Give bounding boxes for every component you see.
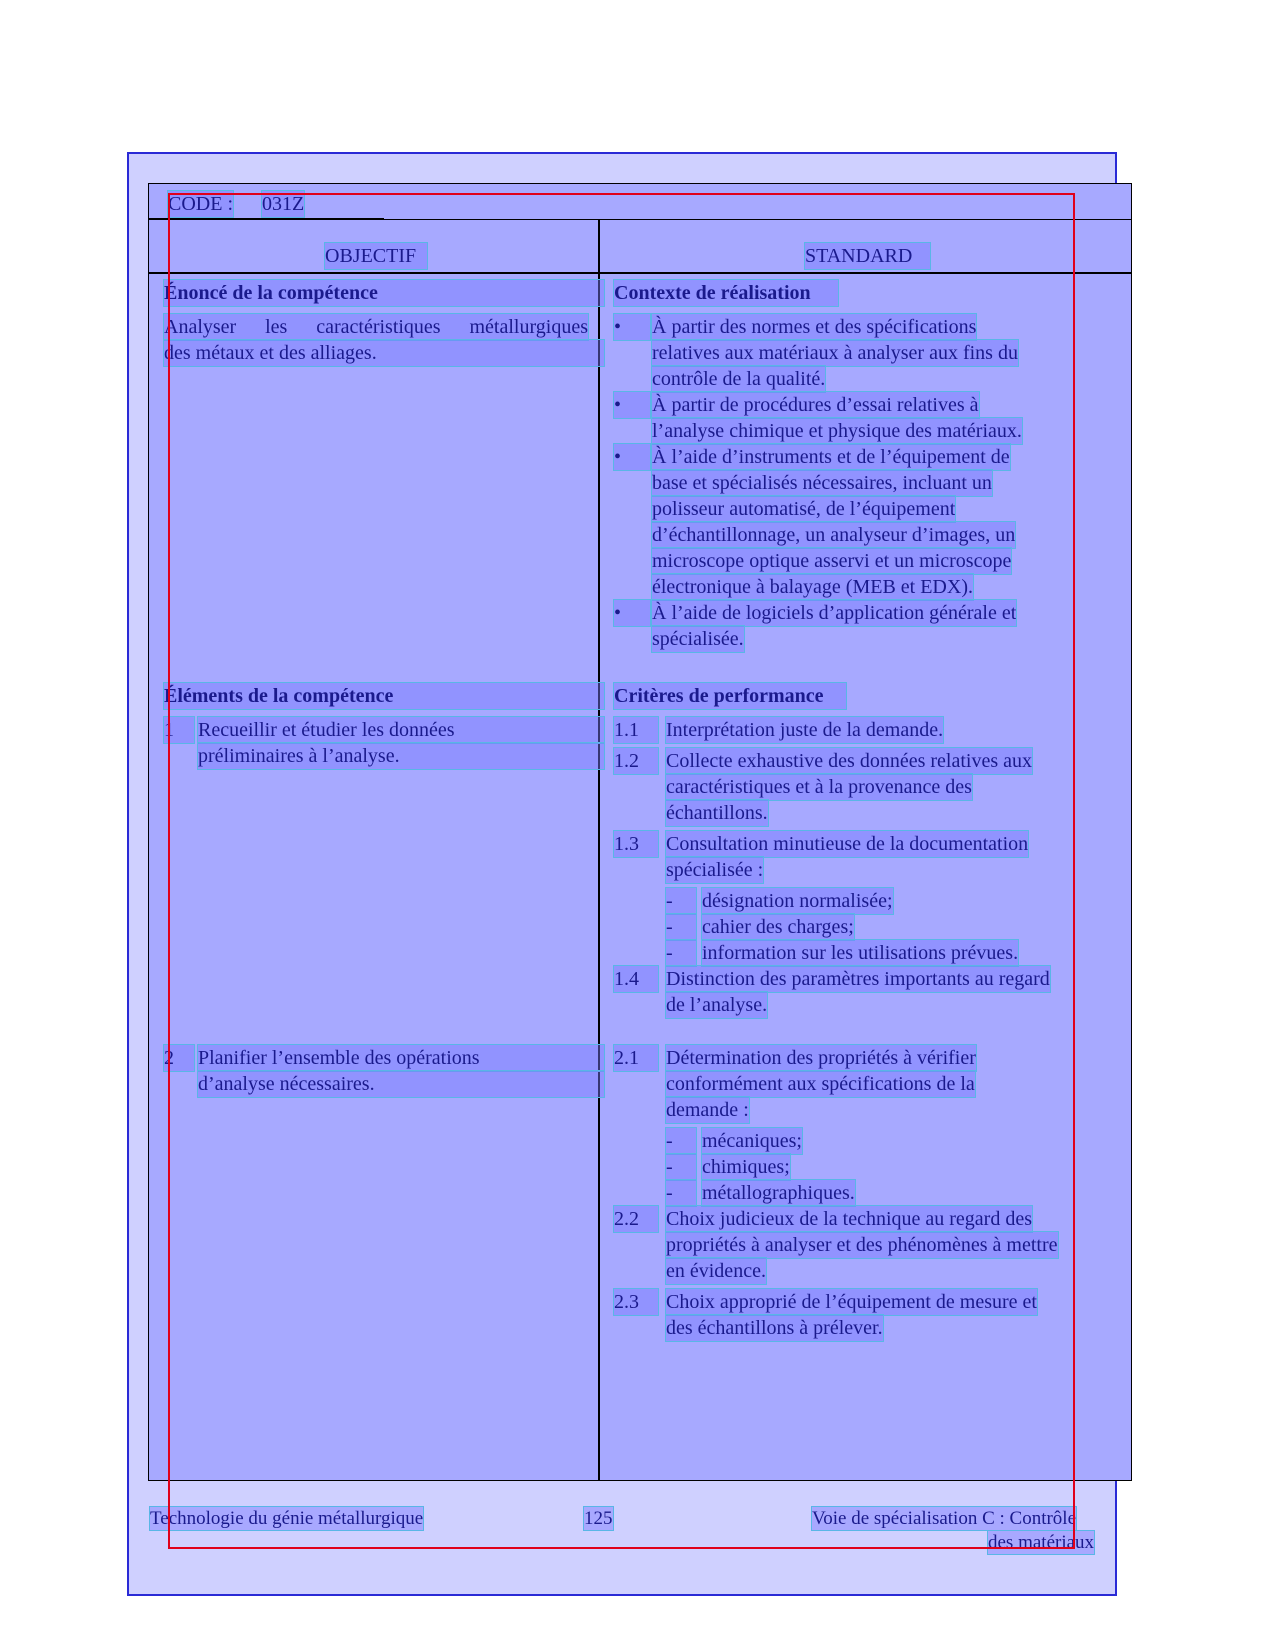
contexte-3-line-5: microscope optique asservi et un microscope: [652, 550, 1012, 572]
footer-page-number: 125: [584, 1508, 613, 1529]
critere-2-1-line-1: Détermination des propriétés à vérifier: [666, 1047, 976, 1069]
element-2-num: 2: [164, 1045, 194, 1071]
code-value: 031Z: [262, 193, 305, 215]
contexte-1-line-3: contrôle de la qualité.: [652, 368, 826, 390]
critere-1-3-sub-3-dash: -: [666, 940, 696, 966]
contexte-title: Contexte de réalisation: [614, 280, 838, 306]
contexte-bullet-4: •: [614, 600, 650, 626]
critere-2-1-sub-2: chimiques;: [702, 1156, 790, 1178]
critere-1-3-sub-1: désignation normalisée;: [702, 890, 893, 912]
column-header-divider: [148, 272, 1132, 274]
critere-1-1-line-1: Interprétation juste de la demande.: [666, 719, 944, 741]
code-underline: [148, 218, 384, 219]
contexte-bullet-1: •: [614, 314, 650, 340]
critere-2-3-line-2: des échantillons à prélever.: [666, 1317, 883, 1339]
critere-1-2-line-2: caractéristiques et à la provenance des: [666, 776, 972, 798]
critere-2-2-num: 2.2: [614, 1206, 658, 1232]
objectif-header: OBJECTIF: [325, 243, 427, 269]
critere-1-4-line-2: de l’analyse.: [666, 994, 768, 1016]
contexte-2-line-1: À partir de procédures d’essai relatives à: [652, 394, 979, 416]
critere-2-1-sub-3-dash: -: [666, 1180, 696, 1206]
critere-1-2-num: 1.2: [614, 748, 658, 774]
critere-2-2-line-2: propriétés à analyser et des phénomènes à mettre: [666, 1234, 1058, 1256]
critere-1-3-sub-2: cahier des charges;: [702, 916, 854, 938]
contexte-bullet-2: •: [614, 392, 650, 418]
critere-1-4-line-1: Distinction des paramètres importants au regard: [666, 968, 1050, 990]
critere-2-3-line-1: Choix approprié de l’équipement de mesure et: [666, 1291, 1037, 1313]
critere-2-2-line-3: en évidence.: [666, 1260, 766, 1282]
contexte-4-line-1: À l’aide de logiciels d’application générale et: [652, 602, 1017, 624]
critere-2-1-line-3: demande :: [666, 1099, 749, 1121]
critere-1-2-line-3: échantillons.: [666, 802, 768, 824]
critere-2-3-num: 2.3: [614, 1289, 658, 1315]
contexte-3-line-2: base et spécialisés nécessaires, incluant un: [652, 472, 992, 494]
element-2-line-2: d’analyse nécessaires.: [198, 1071, 604, 1097]
critere-2-2-line-1: Choix judicieux de la technique au regard des: [666, 1208, 1032, 1230]
critere-2-1-sub-1: mécaniques;: [702, 1130, 802, 1152]
element-1-line-2: préliminaires à l’analyse.: [198, 743, 604, 769]
critere-2-1-line-2: conformément aux spécifications de la: [666, 1073, 975, 1095]
enonce-line-2: des métaux et des alliages.: [164, 340, 604, 366]
contexte-1-line-1: À partir des normes et des spécifications: [652, 316, 977, 338]
elements-title: Éléments de la compétence: [164, 683, 604, 709]
contexte-2-line-2: l’analyse chimique et physique des matériaux.: [652, 420, 1022, 442]
code-label: CODE :: [168, 193, 233, 215]
element-1-line-1: Recueillir et étudier les données: [198, 717, 604, 743]
element-2-line-1: Planifier l’ensemble des opérations: [198, 1045, 604, 1071]
critere-2-1-num: 2.1: [614, 1045, 658, 1071]
footer-specialization: Voie de spécialisation C : Contrôle: [812, 1508, 1077, 1529]
critere-1-3-num: 1.3: [614, 831, 658, 857]
enonce-title: Énoncé de la compétence: [164, 280, 604, 306]
critere-2-1-sub-3: métallographiques.: [702, 1182, 855, 1204]
footer-specialization-2: des matériaux: [988, 1532, 1095, 1553]
critere-1-3-line-1: Consultation minutieuse de la documentation: [666, 833, 1029, 855]
header-divider: [148, 219, 1132, 220]
contexte-bullet-3: •: [614, 444, 650, 470]
critere-1-1-num: 1.1: [614, 717, 658, 743]
contexte-3-line-4: d’échantillonnage, un analyseur d’images, un: [652, 524, 1016, 546]
footer-program: Technologie du génie métallurgique: [150, 1508, 424, 1529]
element-1-num: 1: [164, 717, 194, 743]
critere-1-4-num: 1.4: [614, 966, 658, 992]
enonce-line-1: Analyser les caractéristiques métallurgiques: [164, 316, 588, 338]
criteres-title: Critères de performance: [614, 683, 846, 709]
contexte-3-line-1: À l’aide d’instruments et de l’équipement de: [652, 446, 1010, 468]
critere-1-3-sub-3: information sur les utilisations prévues.: [702, 942, 1019, 964]
critere-2-1-sub-2-dash: -: [666, 1154, 696, 1180]
critere-1-3-sub-1-dash: -: [666, 888, 696, 914]
contexte-1-line-2: relatives aux matériaux à analyser aux fins du: [652, 342, 1018, 364]
contexte-3-line-3: polisseur automatisé, de l’équipement: [652, 498, 956, 520]
critere-1-3-line-2: spécialisée :: [666, 859, 764, 881]
contexte-3-line-6: électronique à balayage (MEB et EDX).: [652, 576, 973, 598]
critere-1-3-sub-2-dash: -: [666, 914, 696, 940]
critere-1-2-line-1: Collecte exhaustive des données relatives aux: [666, 750, 1032, 772]
standard-header: STANDARD: [805, 243, 930, 269]
column-divider: [598, 220, 600, 1481]
contexte-4-line-2: spécialisée.: [652, 628, 744, 650]
critere-2-1-sub-1-dash: -: [666, 1128, 696, 1154]
